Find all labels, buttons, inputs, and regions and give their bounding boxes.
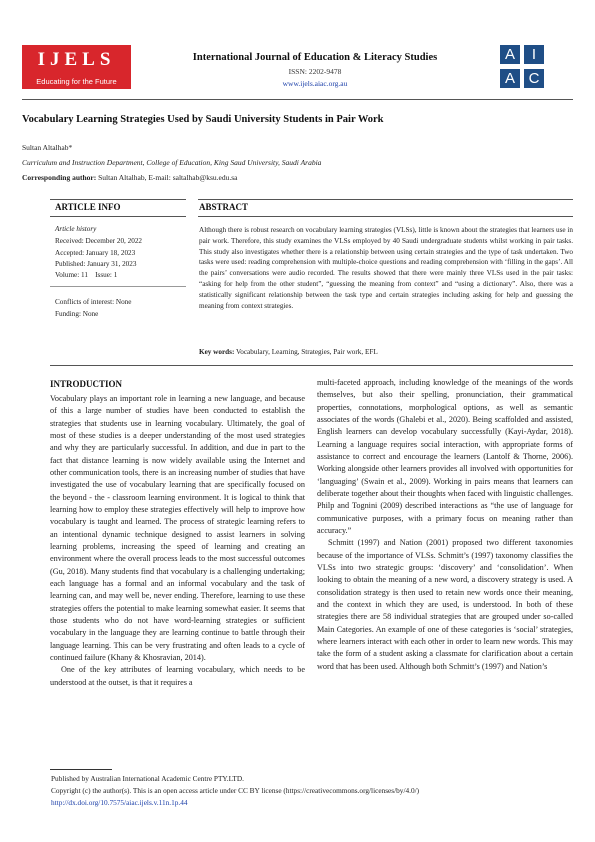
article-info-heading: ARTICLE INFO xyxy=(55,202,121,212)
aiac-logo-letter: I xyxy=(524,45,544,64)
body-paragraph: multi-faceted approach, including knowledge of the meanings of the words themselves, but also their spelling, pronunciation, their grammatical properties, connotations, morphological options, as well as semantic associates of the words (Ghalebi et al., 2020). Being scaffolded and assisted, English learners can develop vocabulary successfully (Kayi-Aydar, 2018). Learning a language requires social interaction, with appropriate forms of assistance to correct and encourage the learners (Lantolf & Thorne, 2006). Working alongside other learners provides all involved with opportunities for ‘languaging’ (Swain et al., 2009). Working in pairs means that learners can deliberate together about their thoughts when faced with linguistic challenges. Philp and Tognini (2009) described interactions as “the use of language for communicative purposes, with a primary focus on meaning rather than accuracy.” xyxy=(317,378,574,535)
accepted-date: Accepted: January 18, 2023 xyxy=(55,249,136,257)
ijels-logo-tagline: Educating for the Future xyxy=(36,77,117,86)
body-right-column xyxy=(317,377,573,673)
ijels-logo xyxy=(22,45,131,89)
article-history-label: Article history xyxy=(55,225,97,233)
footer-copyright: Copyright (c) the author(s). This is an open access article under CC BY license (https://creativecommons.org/licenses/by/4.0/) xyxy=(51,786,420,795)
info-head-rule xyxy=(50,216,186,217)
footer-publisher: Published by Australian International Academic Centre PTY.LTD. xyxy=(51,774,244,783)
body-left-column xyxy=(50,393,305,689)
published-date: Published: January 31, 2023 xyxy=(55,260,137,268)
journal-url[interactable]: www.ijels.aiac.org.au xyxy=(282,79,348,88)
header-divider xyxy=(22,99,573,100)
author-affiliation: Curriculum and Instruction Department, College of Education, King Saud University, Saudi Arabia xyxy=(22,158,322,167)
introduction-heading: INTRODUCTION xyxy=(50,379,123,389)
volume-issue: Volume: 11 Issue: 1 xyxy=(55,271,118,279)
paper-title: Vocabulary Learning Strategies Used by Saudi University Students in Pair Work xyxy=(22,114,384,125)
corresponding-author-label: Corresponding author: xyxy=(22,173,97,182)
abstract-text: Although there is robust research on vocabulary learning strategies (VLSs), little is known about the strategies that learners use in pair work. Therefore, this study examines the VLSs employed by 40 Saudi undergraduate students whilst working in pair tasks. This study also investigates whether there is a relationship between using certain strategies and the type of task undertaken. Two tasks were used: reading comprehension with multiple-choice questions and reading comprehension with ‘filling in the gaps’. All the pairs’ conversations were audio recorded. The results showed that there were mainly three VLSs used in the pair tasks: “asking for help from the other student”, “guessing the meaning from context” and “using a dictionary”. Also, there was a statistically significant relationship between the task type and certain strategies including asking for help and guessing the meaning from context strategies. xyxy=(199,226,573,310)
aiac-logo xyxy=(500,45,546,89)
abstract-top-rule xyxy=(198,199,573,200)
footer-rule xyxy=(50,769,112,770)
journal-issn: ISSN: 2202-9478 xyxy=(288,67,342,76)
abstract-head-rule xyxy=(198,216,573,217)
aiac-logo-letter: A xyxy=(500,45,520,64)
corresponding-author-text: Sultan Altalhab, E-mail: saltalhab@ksu.edu.sa xyxy=(98,173,238,182)
keywords-label: Key words: xyxy=(199,348,235,356)
received-date: Received: December 20, 2022 xyxy=(55,237,143,245)
aiac-logo-letter: C xyxy=(524,69,544,88)
footer-doi-link[interactable]: http://dx.doi.org/10.7575/aiac.ijels.v.11n.1p.44 xyxy=(51,798,188,807)
body-paragraph: One of the key attributes of learning vocabulary, which needs to be understood at the outset, is that it requires a xyxy=(50,665,305,687)
author-name: Sultan Altalhab* xyxy=(22,143,73,152)
funding: Funding: None xyxy=(55,310,99,318)
info-top-rule xyxy=(50,199,186,200)
abstract-bottom-rule xyxy=(50,365,573,366)
conflicts-of-interest: Conflicts of interest: None xyxy=(55,298,132,306)
aiac-logo-letter: A xyxy=(500,69,520,88)
body-paragraph: Schmitt (1997) and Nation (2001) proposed two different taxonomies because of the importance of VLSs. Schmitt’s (1997) taxonomy classifies the VLSs into two strategic groups: ‘discovery’ and ‘consolidation’. When looking to obtain the meaning of a new word, a discovery strategy is used. A consolidation strategy is then used to retain new words once their meaning, and the context in which they are used, is understood. In both of these strategies there are 58 individual strategies that are grouped under so-called Main Categories. An example of one of these categories is ‘social’ strategies, where learners interact with each other in order to learn new words. This may take the form of a student asking a classmate for clarification about a certain word that has been used. Although both Schmitt’s (1997) and Nation’s xyxy=(317,538,573,671)
corresponding-author xyxy=(22,173,238,182)
body-paragraph: Vocabulary plays an important role in learning a new language, and because of this a large number of studies have been conducted to establish the strategies that students use in learning vocabulary. Ultimately, the goal of most of these studies is a deeper understanding of the most used strategies and why they are particularly successful. In addition, and due in part to the fact that distance learning is now widely available using the Internet and other communication tools, there is an increasing number of studies that have investigated the use of vocabulary learning that are specifically focused on the beyond - the - classroom learning environment. It is logical to think that learning how to employ these strategies effectively will help to improve how vocabulary is taught and learned. The process of strategic learning refers to an intentional dynamic technique designed to assist learners in solving learning problems, increasing the speed of learning and creating an environment where the overall process leads to the most successful outcomes (Gu, 2018). Many students find that vocabulary is a challenging undertaking; each language has a formal and an informal vocabulary and the task of learning can, and may well be, never ending. Therefore, learning to use these strategies offers the potential to make learning somewhat easier. It seems that those students who do not have word-learning strategies or sufficient vocabulary in the language they are learning continue to battle through their language learning. This can be very frustrating and often leads to a cycle of continued failure (Khany & Khosravian, 2014). xyxy=(50,394,305,662)
abstract-heading: ABSTRACT xyxy=(199,202,249,212)
ijels-logo-text: IJELS xyxy=(37,49,116,70)
keywords-text: Vocabulary, Learning, Strategies, Pair work, EFL xyxy=(236,348,378,356)
journal-title: International Journal of Education & Literacy Studies xyxy=(192,52,438,63)
info-mid-rule xyxy=(50,286,186,287)
keywords xyxy=(199,348,378,356)
